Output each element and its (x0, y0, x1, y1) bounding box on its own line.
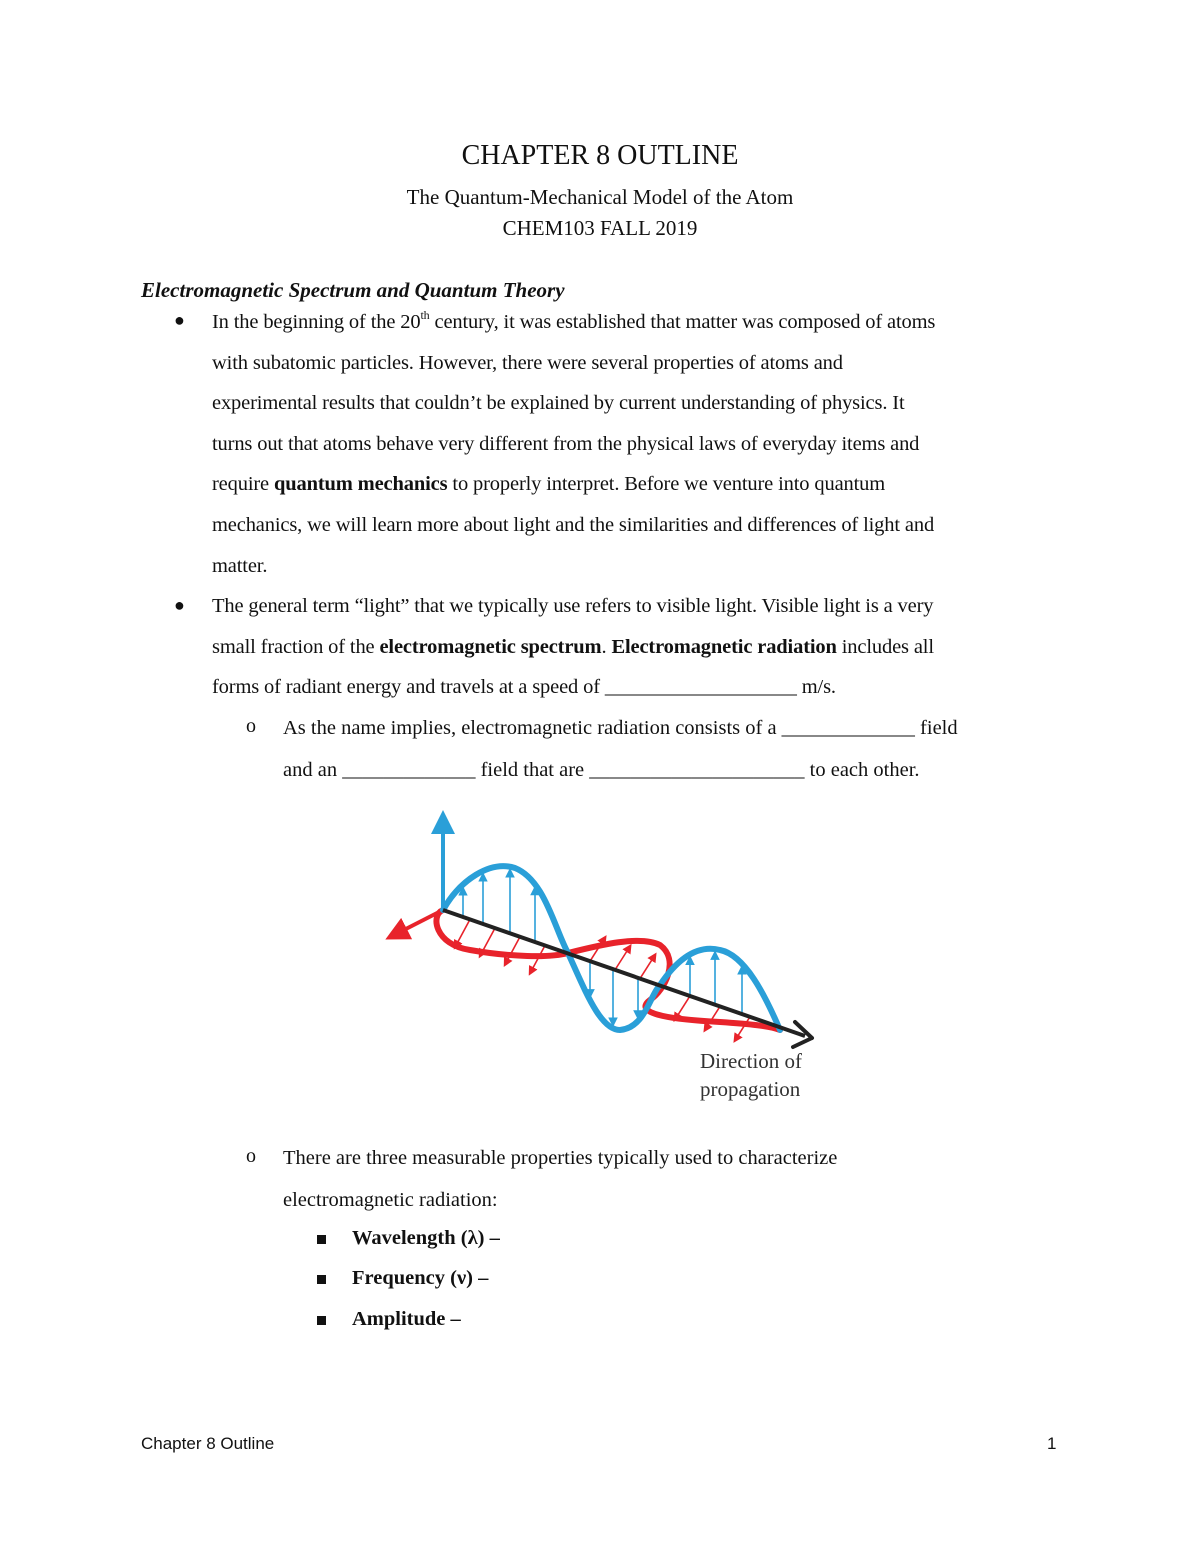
sub-bullet-paragraph-2 (283, 1138, 837, 1221)
magnetic-vector (736, 1017, 750, 1039)
page-number: 1 (1047, 1434, 1057, 1453)
magnetic-vector (615, 948, 629, 970)
text-line: As the name implies, electromagnetic radiation consists of a _____________ field (283, 717, 958, 739)
text-line: turns out that atoms behave very different from the physical laws of everyday items and (212, 432, 920, 455)
text-line: mechanics, we will learn more about light and the similarities and differences of light and (212, 513, 935, 536)
bullet-icon: ● (174, 310, 185, 330)
text-line: small fraction of the electromagnetic spectrum. Electromagnetic radiation includes all (212, 635, 934, 658)
text-line: and an _____________ field that are _____________________ to each other. (283, 758, 920, 781)
magnetic-vector (676, 996, 690, 1018)
course-label: CHEM103 FALL 2019 (502, 216, 698, 240)
text-line: with subatomic particles. However, there were several properties of atoms and (212, 351, 843, 374)
term-quantum-mechanics: quantum mechanics (273, 473, 448, 496)
term-electromagnetic-radiation: Electromagnetic radiation (611, 635, 837, 658)
magnetic-vector (640, 957, 654, 979)
property-amplitude: Amplitude – (352, 1308, 461, 1330)
property-wavelength: Wavelength (λ) – (352, 1227, 500, 1249)
page-title: CHAPTER 8 OUTLINE (461, 140, 739, 171)
figure-label-line2: propagation (700, 1077, 801, 1101)
text-line: matter. (212, 554, 268, 577)
term-electromagnetic-spectrum: electromagnetic spectrum (379, 635, 602, 658)
property-frequency: Frequency (ν) – (352, 1267, 489, 1289)
sub-bullet-marker: o (246, 715, 256, 737)
square-bullet-icon (317, 1275, 326, 1284)
text-line: In the beginning of the 20th century, it was established that matter was composed of atoms (212, 308, 936, 333)
page-subtitle: The Quantum-Mechanical Model of the Atom (406, 185, 794, 209)
square-bullet-icon (317, 1316, 326, 1325)
text-line: experimental results that couldn’t be explained by current understanding of physics. It (212, 392, 905, 415)
figure-label-line1: Direction of (700, 1049, 803, 1073)
text-line: electromagnetic radiation: (283, 1188, 498, 1211)
footer-title: Chapter 8 Outline (141, 1434, 275, 1453)
sub-bullet-marker: o (246, 1145, 256, 1167)
electric-field-wave (443, 866, 780, 1030)
magnetic-vector (506, 937, 520, 963)
bullet-icon: ● (174, 595, 185, 615)
magnetic-vector (706, 1006, 720, 1028)
text-line: forms of radiant energy and travels at a speed of ___________________ m/s. (212, 676, 836, 699)
magnetic-vector (456, 919, 470, 945)
text-line: The general term “light” that we typically use refers to visible light. Visible light is a very (212, 595, 934, 617)
square-bullet-icon (317, 1235, 326, 1244)
text-line: require quantum mechanics to properly interpret. Before we venture into quantum (212, 473, 886, 496)
magnetic-field-wave (436, 910, 780, 1030)
section-heading: Electromagnetic Spectrum and Quantum Theory (141, 278, 565, 302)
text-line: There are three measurable properties typically used to characterize (283, 1147, 838, 1169)
